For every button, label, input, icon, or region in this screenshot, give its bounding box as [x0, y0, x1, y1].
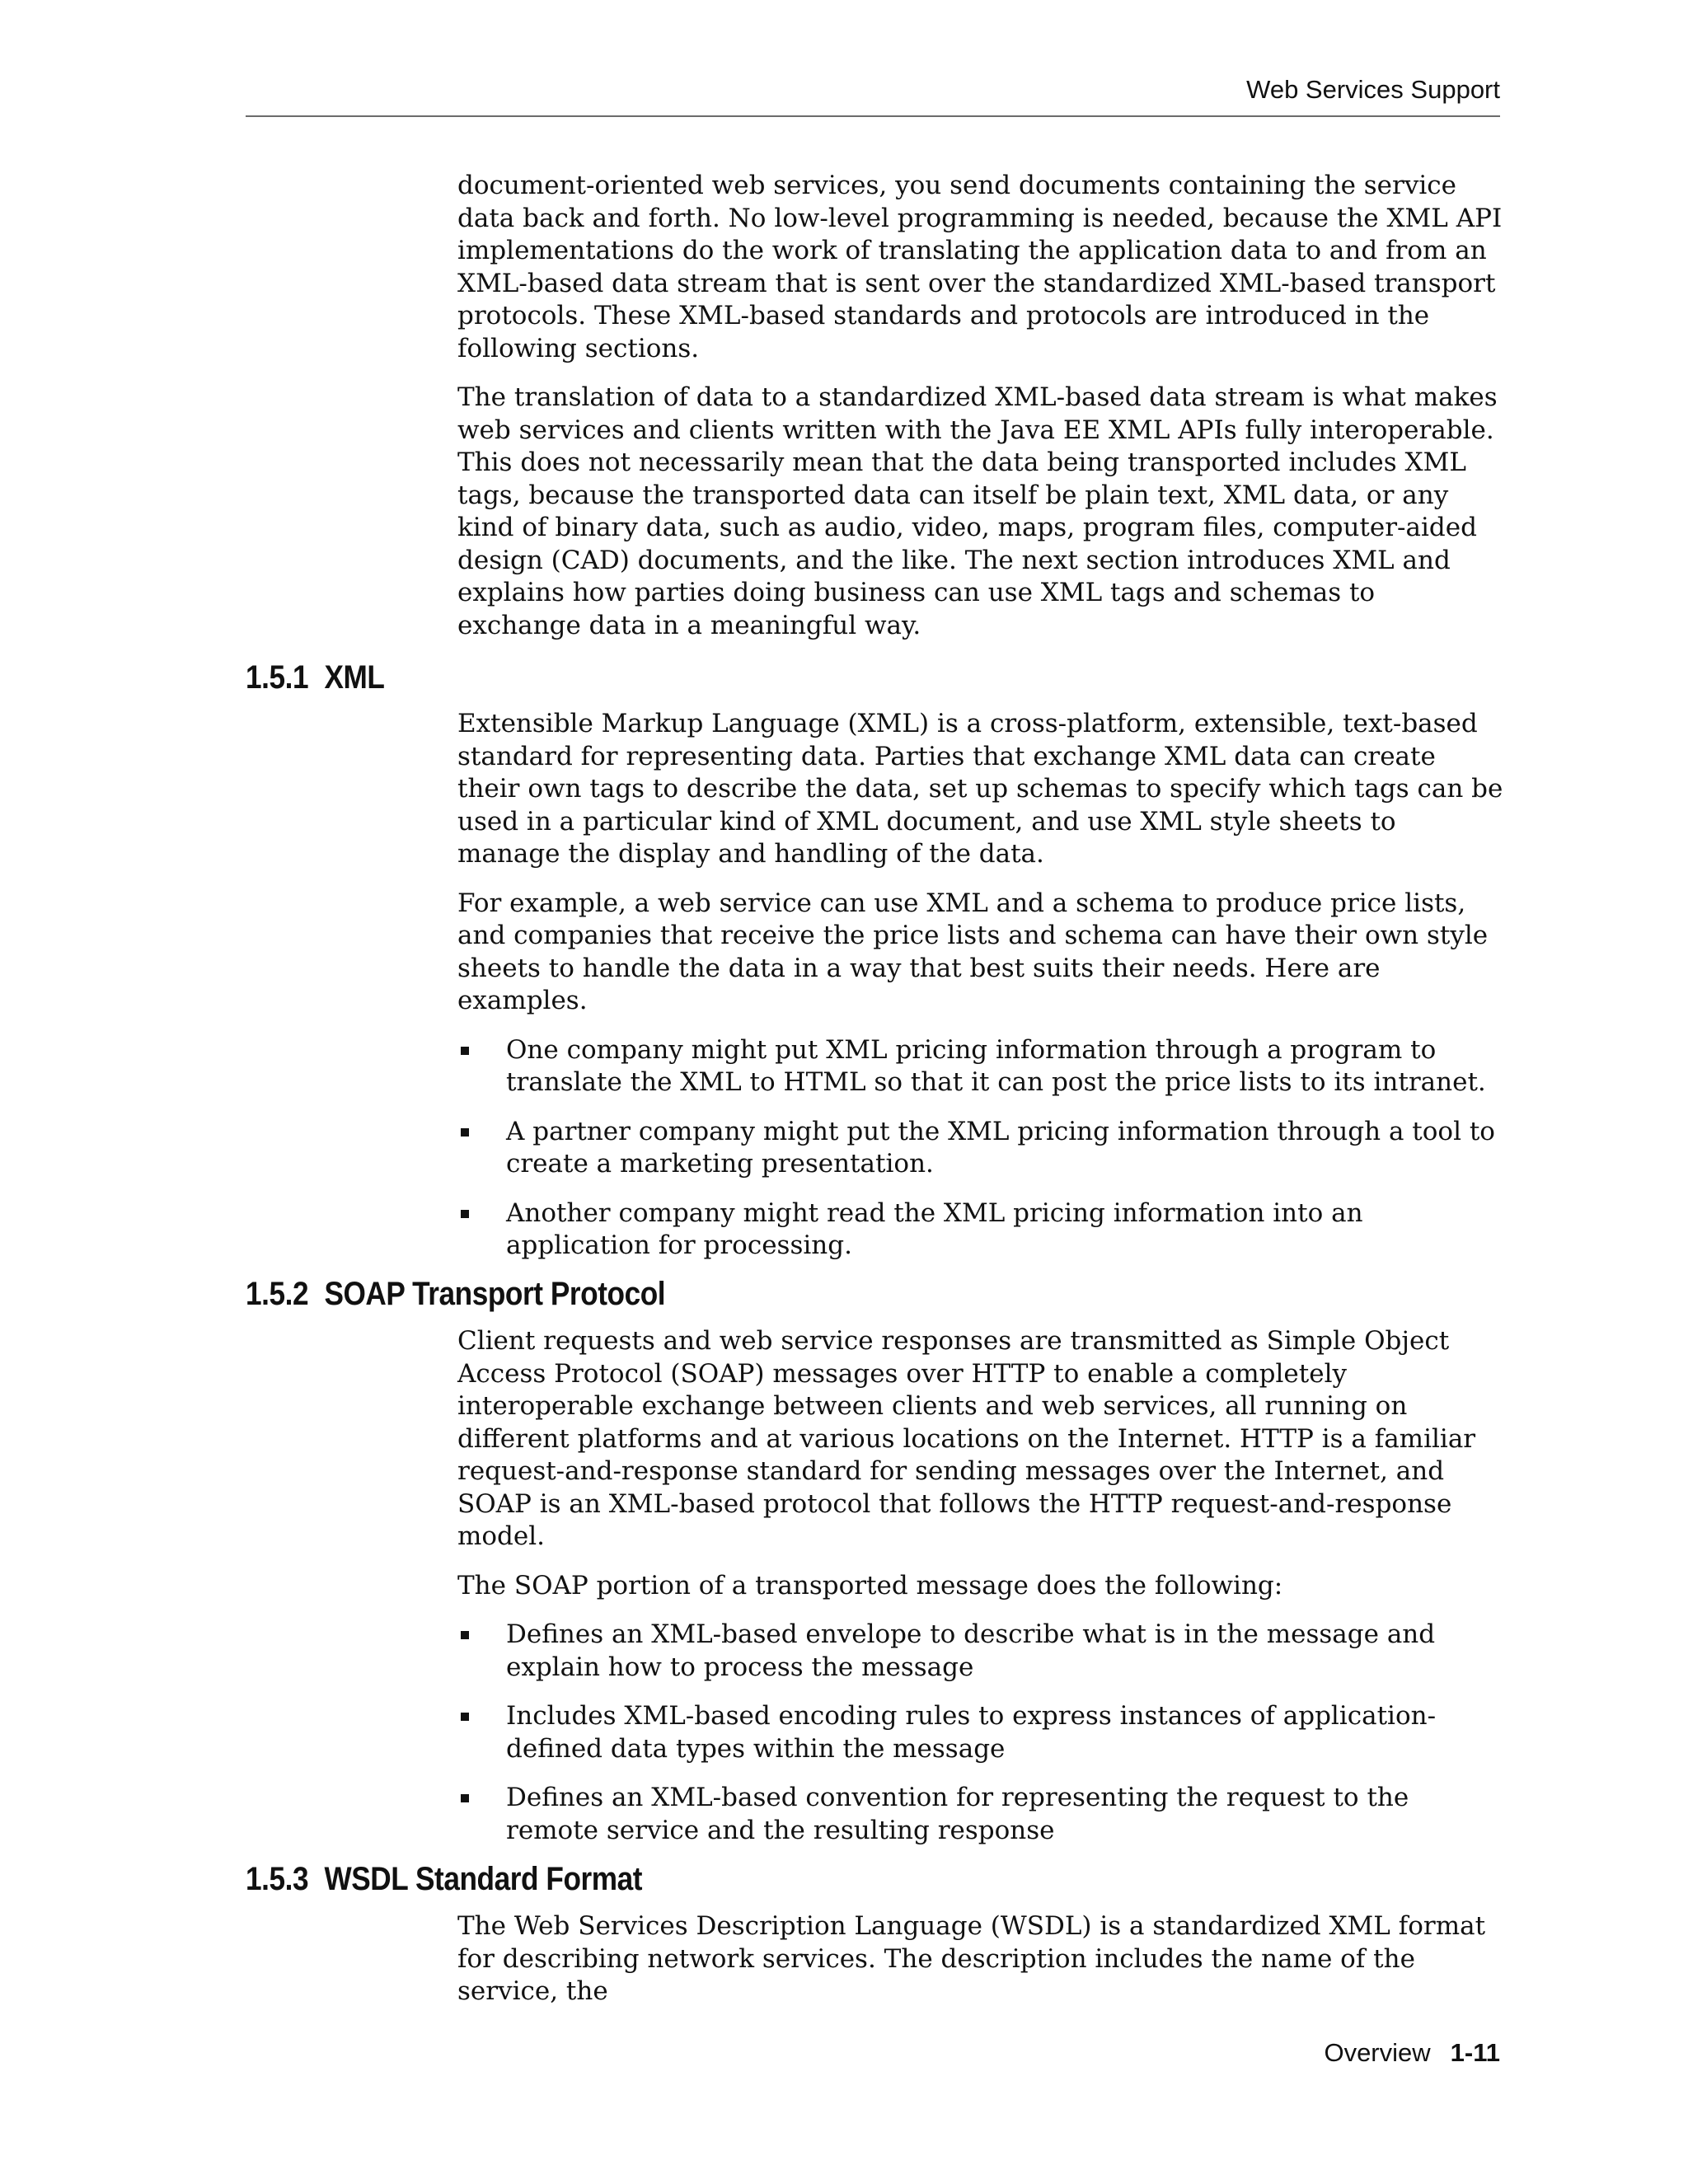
list-item [457, 1782, 1504, 1847]
intro-text [457, 170, 1504, 658]
list-item [457, 1034, 1504, 1099]
list-item [457, 1197, 1504, 1263]
square-bullet-icon [461, 1210, 469, 1218]
footer-chapter: Overview [1324, 2038, 1431, 2067]
square-bullet-icon [461, 1047, 469, 1055]
paragraph: document-oriented web services, you send documents containing the service data back and forth. No low-level programming is needed, because the XML API implementations do the work of translating the application data to and from an XML-based data stream that is sent over the standardized XML-based transport protocols. These XML-based standards and protocols are introduced in the following sections. [457, 171, 1503, 363]
section-title: WSDL Standard Format [324, 1861, 643, 1897]
section-number: 1.5.2 [246, 1276, 309, 1312]
paragraph: For example, a web service can use XML and a schema to produce price lists, and companies that receive the price lists and schema can have their own style sheets to handle the data in a way that best suits their needs. Here are examples. [457, 888, 1489, 1015]
bullet-list [457, 1619, 1504, 1847]
section-heading-xml [246, 658, 384, 697]
section-heading-wsdl [246, 1859, 642, 1899]
square-bullet-icon [461, 1794, 469, 1802]
section-body-wsdl [457, 1910, 1504, 2025]
paragraph: Client requests and web service responses are transmitted as Simple Object Access Protocol (SOAP) messages over HTTP to enable a completely interoperable exchange between clients and web services, all running on different platforms and at various locations on the Internet. HTTP is a familiar request-and-response standard for sending messages over the Internet, and SOAP is an XML-based protocol that follows the HTTP request-and-response model. [457, 1326, 1476, 1551]
section-heading-soap [246, 1274, 665, 1314]
list-item-text: Defines an XML-based convention for representing the request to the remote service and the resulting response [506, 1783, 1409, 1845]
bullet-list [457, 1034, 1504, 1263]
section-body-soap [457, 1325, 1504, 1863]
running-header-title: Web Services Support [1246, 75, 1500, 104]
section-number: 1.5.3 [246, 1861, 309, 1897]
section-body-xml [457, 708, 1504, 1279]
list-item-text: One company might put XML pricing information through a program to translate the XML to HTML so that it can post the price lists to its intranet. [506, 1034, 1486, 1097]
list-item [457, 1700, 1504, 1765]
square-bullet-icon [461, 1631, 469, 1639]
list-item-text: Another company might read the XML pricing information into an application for processing. [506, 1197, 1363, 1260]
square-bullet-icon [461, 1128, 469, 1137]
list-item-text: A partner company might put the XML pricing information through a tool to create a marketing presentation. [506, 1116, 1495, 1179]
section-title: XML [324, 659, 385, 696]
list-item-text: Defines an XML-based envelope to describe what is in the message and explain how to process the message [506, 1619, 1436, 1682]
section-number: 1.5.1 [246, 659, 309, 696]
paragraph: The translation of data to a standardized XML-based data stream is what makes web services and clients written with the Java EE XML APIs fully interoperable. This does not necessarily mean that the data being transported includes XML tags, because the transported data can itself be plain text, XML data, or any kind of binary data, such as audio, video, maps, program files, computer-aided design (CAD) documents, and the like. The next section introduces XML and explains how parties doing business can use XML tags and schemas to exchange data in a meaningful way. [457, 382, 1498, 640]
list-item [457, 1116, 1504, 1181]
list-item [457, 1619, 1504, 1684]
running-header [246, 73, 1500, 117]
paragraph: Extensible Markup Language (XML) is a cross-platform, extensible, text-based standard for representing data. Parties that exchange XML data can create their own tags to describe the data, set up schemas to specify which tags can be used in a particular kind of XML document, and use XML style sheets to manage the display and handling of the data. [457, 709, 1503, 869]
paragraph: The SOAP portion of a transported message does the following: [457, 1570, 1283, 1601]
running-footer [1324, 2036, 1500, 2070]
page-number: 1-11 [1450, 2038, 1500, 2067]
list-item-text: Includes XML-based encoding rules to express instances of application-defined data types within the message [506, 1701, 1437, 1764]
section-title: SOAP Transport Protocol [324, 1276, 666, 1312]
paragraph: The Web Services Description Language (WSDL) is a standardized XML format for describing network services. The description includes the name of the service, the [457, 1911, 1486, 2006]
square-bullet-icon [461, 1713, 469, 1721]
